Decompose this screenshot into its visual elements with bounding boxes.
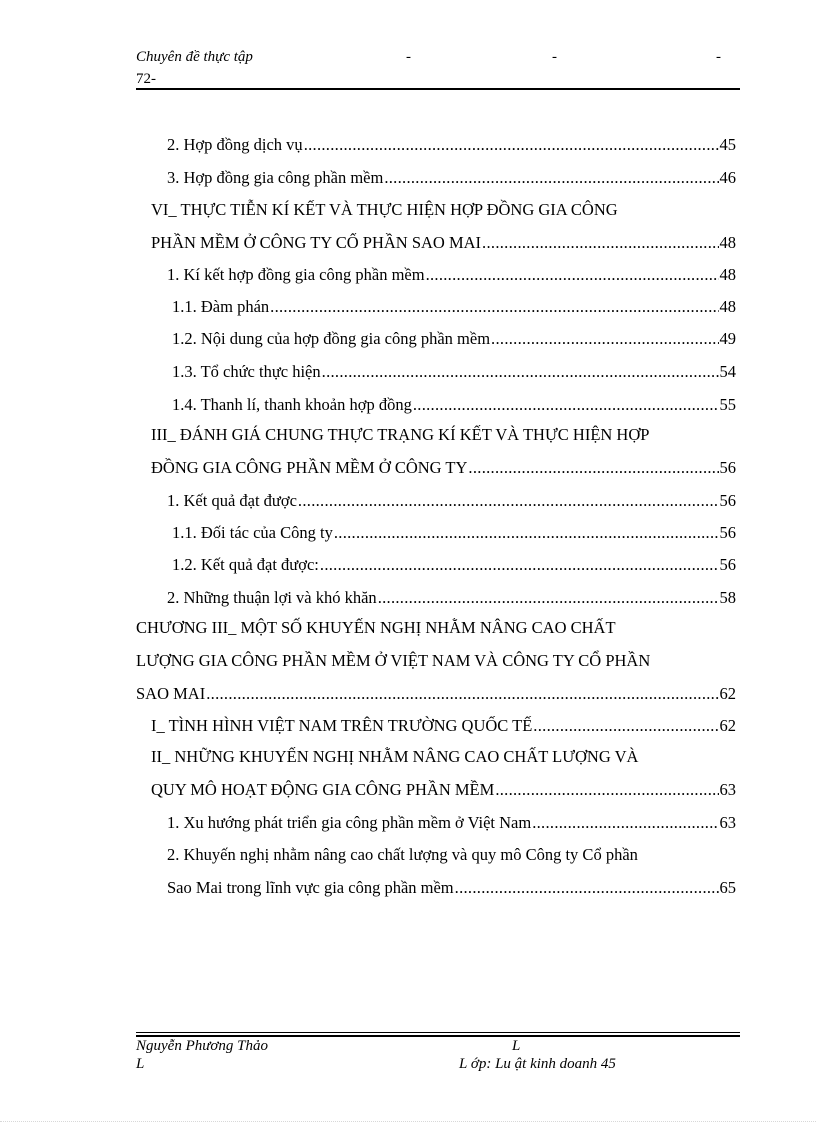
toc-page-number: 62 (719, 684, 736, 703)
toc-leader-dots (532, 813, 718, 833)
toc-entry[interactable] (167, 813, 736, 846)
toc-leader-dots (455, 878, 719, 898)
toc-page-number: 48 (719, 233, 736, 252)
toc-page-number: 63 (719, 813, 736, 832)
header-dash-2: - (552, 49, 557, 65)
toc-leader-dots (495, 780, 718, 800)
toc-page-number: 56 (719, 491, 736, 510)
toc-page-number: 54 (719, 362, 736, 381)
toc-page-number: 46 (719, 168, 736, 187)
toc-leader-dots (270, 297, 718, 317)
toc-entry-title: SAO MAI (136, 684, 206, 703)
toc-entry[interactable] (172, 523, 736, 556)
toc-entry-title: 1.2. Kết quả đạt được: (172, 555, 319, 574)
toc-entry-title: ĐỒNG GIA CÔNG PHẦN MỀM Ở CÔNG TY (151, 458, 468, 477)
toc-page-number: 62 (719, 716, 736, 735)
toc-entry-title: 1. Xu hướng phát triển gia công phần mềm ở Việt Nam (167, 813, 532, 832)
toc-entry-title: 1. Kí kết hợp đồng gia công phần mềm (167, 265, 425, 284)
toc-page-number: 58 (719, 588, 736, 607)
toc-page-number: 48 (719, 265, 736, 284)
toc-entry[interactable] (151, 716, 736, 749)
toc-leader-dots (482, 233, 718, 253)
footer-class: L ớp: Lu ật kinh doanh 45 (459, 1056, 616, 1072)
footer-marker: L (136, 1056, 145, 1072)
header-page-number: 72- (136, 71, 156, 87)
toc-page-number: 56 (719, 555, 736, 574)
toc-entry-title: 1.1. Đàm phán (172, 297, 270, 316)
toc-entry[interactable] (167, 168, 736, 201)
toc-leader-dots (384, 168, 718, 188)
toc-leader-dots (320, 555, 719, 575)
toc-entry-title: QUY MÔ HOẠT ĐỘNG GIA CÔNG PHẦN MỀM (151, 780, 495, 799)
toc-leader-dots (322, 362, 719, 382)
toc-entry-title: 1.1. Đối tác của Công ty (172, 523, 333, 542)
toc-entry-title-line: LƯỢNG GIA CÔNG PHẦN MỀM Ở VIỆT NAM VÀ CÔNG TY CỔ PHẦN (136, 651, 651, 670)
toc-entry-title: 1.4. Thanh lí, thanh khoản hợp đồng (172, 395, 412, 414)
footer-marker: L (512, 1038, 521, 1054)
toc-entry[interactable] (172, 555, 736, 588)
toc-entry-title: 2. Những thuận lợi và khó khăn (167, 588, 377, 607)
page-bottom-edge (0, 1121, 816, 1122)
toc-page-number: 48 (719, 297, 736, 316)
toc-leader-dots (304, 135, 719, 155)
toc-entry-title: Sao Mai trong lĩnh vực gia công phần mềm (167, 878, 454, 897)
toc-page-number: 45 (719, 135, 736, 154)
header-dash-1: - (406, 49, 411, 65)
toc-page-number: 56 (719, 523, 736, 542)
toc-entry-title-line: II_ NHỮNG KHUYẾN NGHỊ NHẰM NÂNG CAO CHẤT LƯỢNG VÀ (151, 747, 639, 766)
toc-leader-dots (378, 588, 719, 608)
footer-author: Nguyễn Phương Thảo (136, 1038, 269, 1054)
toc-entry-title: I_ TÌNH HÌNH VIỆT NAM TRÊN TRƯỜNG QUỐC TẾ (151, 716, 533, 735)
toc-entry[interactable] (167, 845, 736, 911)
toc-page-number: 56 (719, 458, 736, 477)
toc-page-number: 49 (719, 329, 736, 348)
toc-entry-title: 1.2. Nội dung của hợp đồng gia công phần mềm (172, 329, 491, 348)
toc-leader-dots (298, 491, 719, 511)
header-rule (136, 88, 740, 90)
toc-entry-title: 3. Hợp đồng gia công phần mềm (167, 168, 384, 187)
toc-leader-dots (468, 458, 718, 478)
toc-leader-dots (533, 716, 718, 736)
toc-entry-title: PHẦN MỀM Ở CÔNG TY CỔ PHẦN SAO MAI (151, 233, 482, 252)
toc-entry-title: 1. Kết quả đạt được (167, 491, 297, 510)
toc-entry[interactable] (172, 362, 736, 395)
toc-entry-title-line: III_ ĐÁNH GIÁ CHUNG THỰC TRẠNG KÍ KẾT VÀ THỰC HIỆN HỢP (151, 425, 650, 444)
toc-page-number: 63 (719, 780, 736, 799)
toc-page-number: 55 (719, 395, 736, 414)
toc-leader-dots (206, 684, 718, 704)
toc-leader-dots (334, 523, 719, 543)
toc-entry[interactable] (167, 588, 736, 621)
toc-entry[interactable] (167, 491, 736, 524)
toc-entry[interactable] (151, 425, 736, 491)
toc-page-number: 65 (719, 878, 736, 897)
header-title: Chuyên đề thực tập (136, 49, 253, 65)
toc-leader-dots (413, 395, 719, 415)
toc-entry[interactable] (167, 135, 736, 168)
toc-entry[interactable] (151, 747, 736, 813)
toc-entry-title-line: CHƯƠNG III_ MỘT SỐ KHUYẾN NGHỊ NHẰM NÂNG CAO CHẤT (136, 618, 616, 637)
toc-leader-dots (491, 329, 718, 349)
header-dash-3: - (716, 49, 721, 65)
toc-entry[interactable] (172, 395, 736, 428)
toc-entry-title: 2. Hợp đồng dịch vụ (167, 135, 303, 154)
footer-rule-thick (136, 1035, 740, 1037)
toc-entry[interactable] (136, 618, 736, 717)
toc-entry-title-line: 2. Khuyến nghị nhằm nâng cao chất lượng và quy mô Công ty Cổ phần (167, 845, 638, 864)
toc-entry[interactable] (167, 265, 736, 298)
toc-entry-title: 1.3. Tổ chức thực hiện (172, 362, 321, 381)
toc-entry[interactable] (172, 297, 736, 330)
footer-rule-thin (136, 1032, 740, 1033)
toc-entry-title-line: VI_ THỰC TIỄN KÍ KẾT VÀ THỰC HIỆN HỢP ĐỒNG GIA CÔNG (151, 200, 618, 219)
toc-entry[interactable] (172, 329, 736, 362)
toc-leader-dots (426, 265, 719, 285)
toc-entry[interactable] (151, 200, 736, 266)
